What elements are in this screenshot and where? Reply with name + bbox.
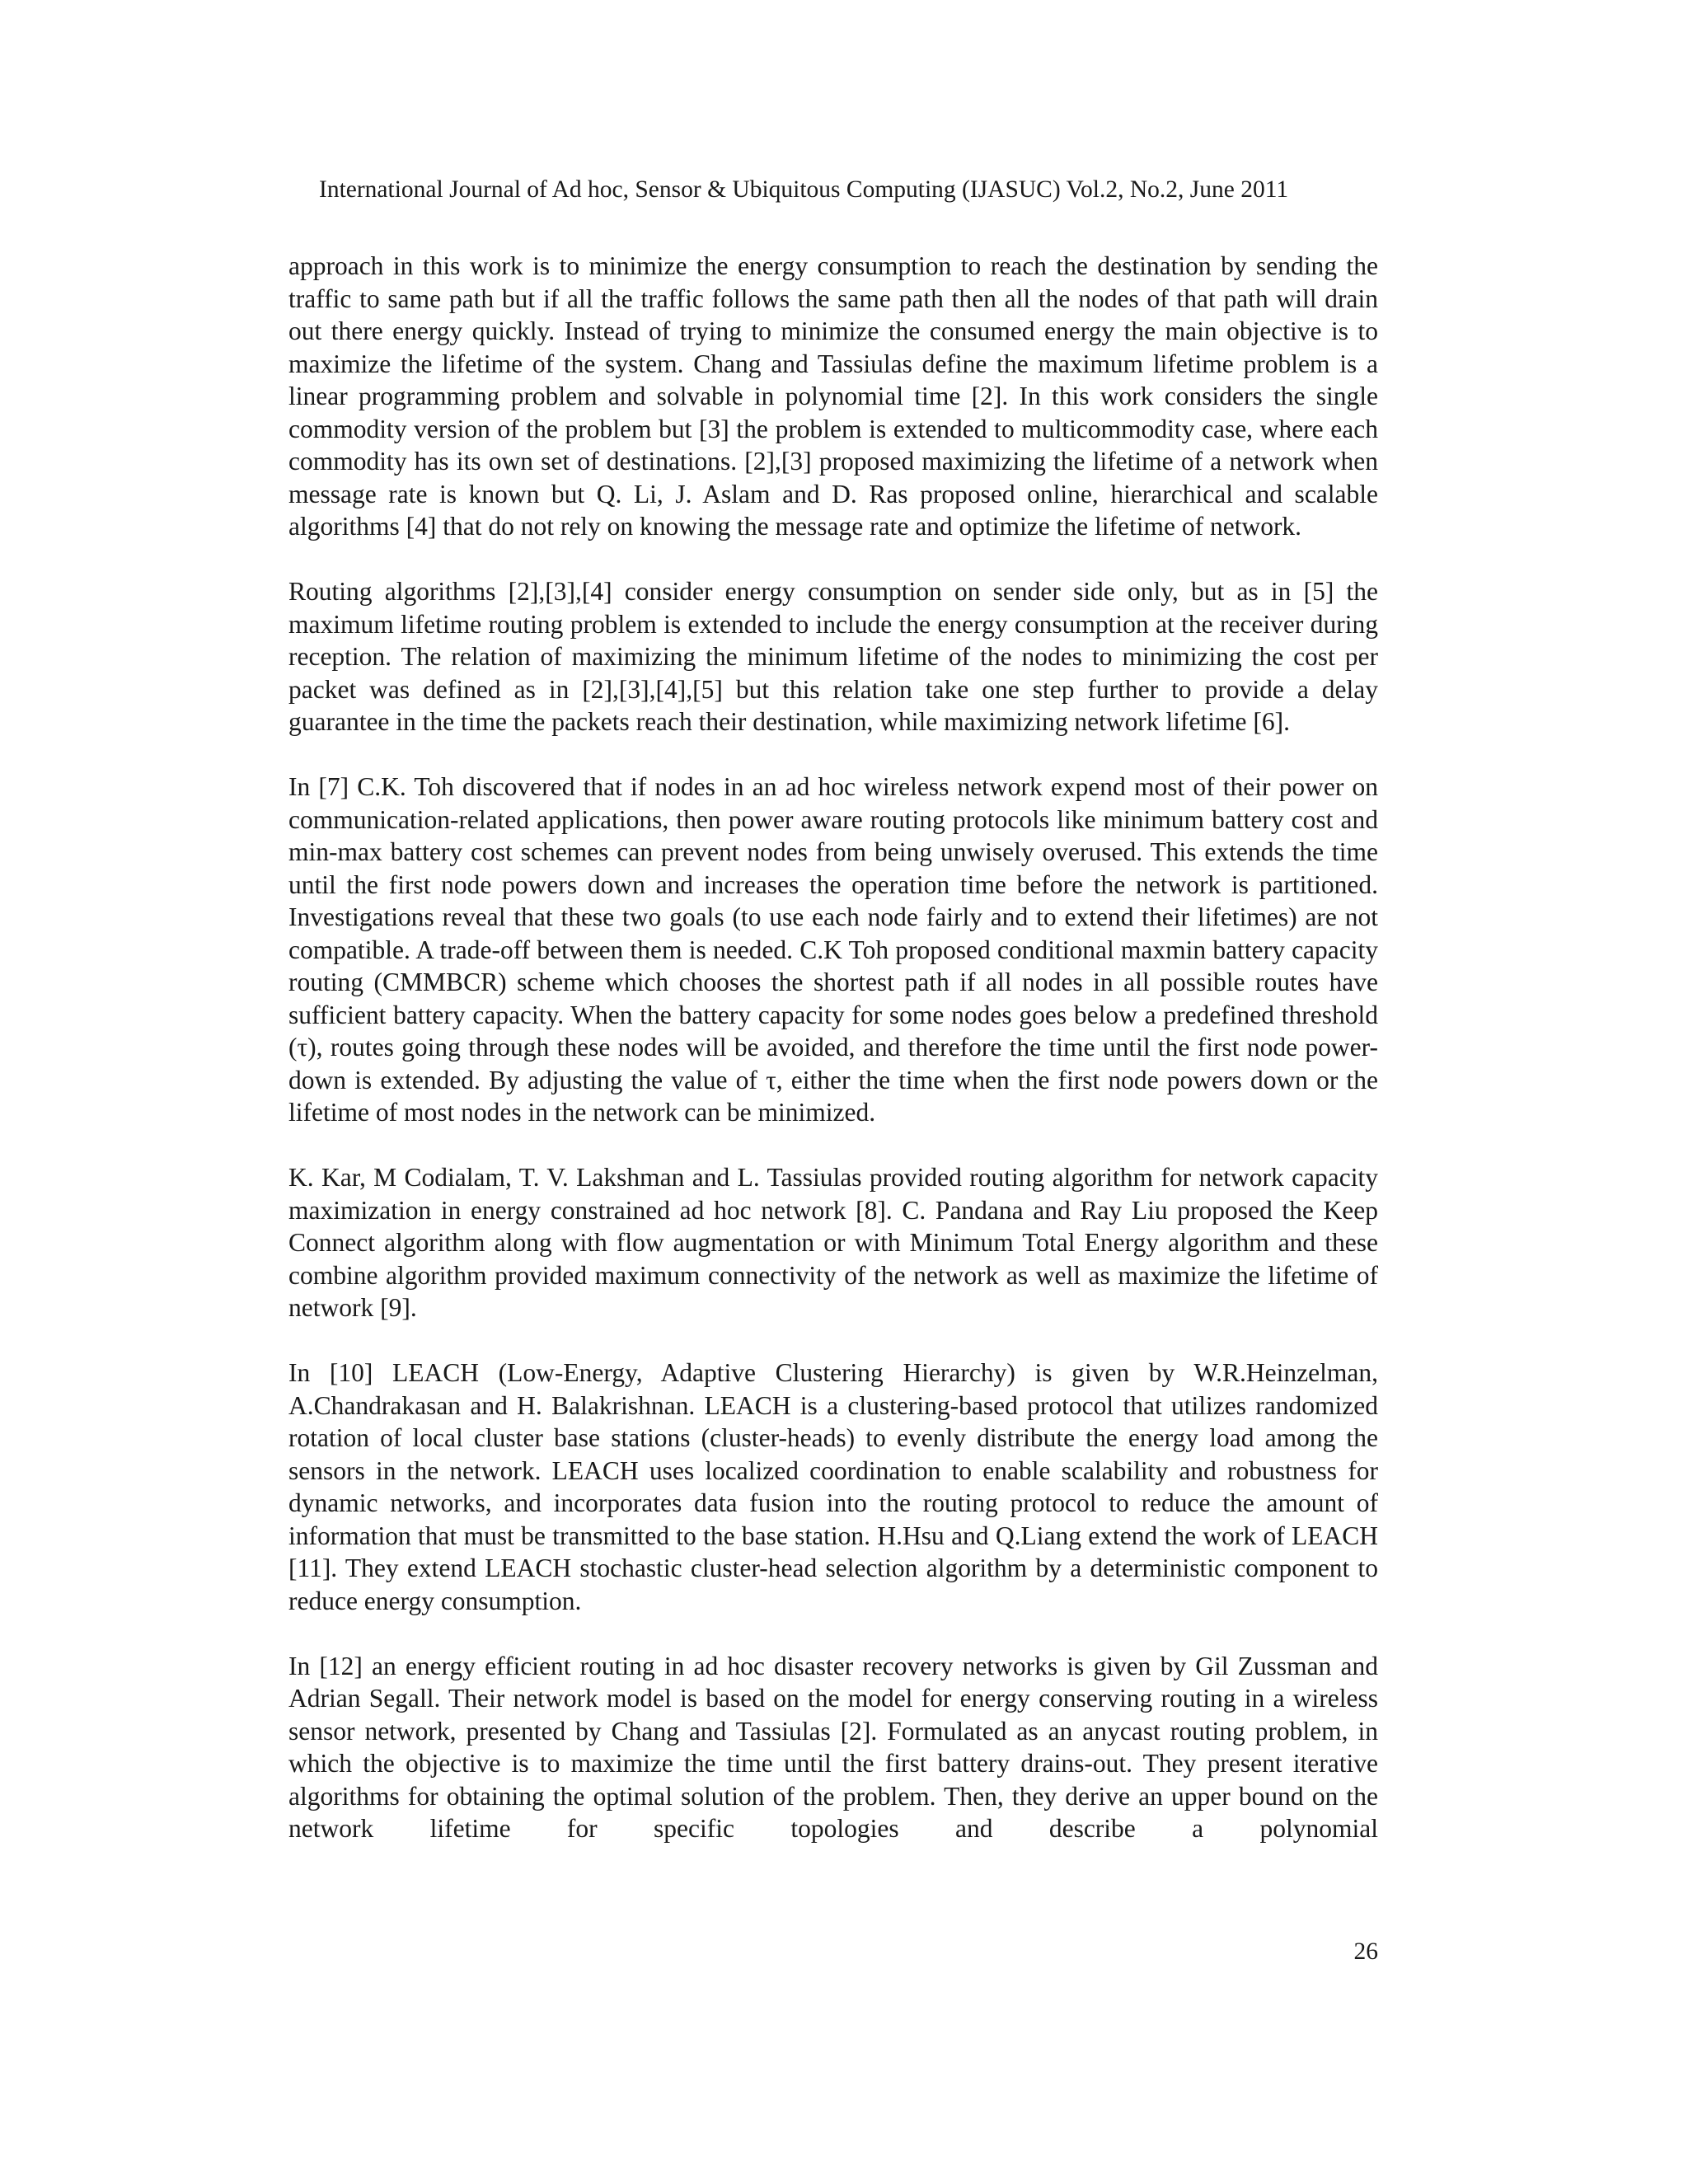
paragraph-1: approach in this work is to minimize the energy consumption to reach the destination by sending the traffic to same path but if all the traffic follows the same path then all the nodes of that path will drain out there energy quickly. Instead of trying to minimize the consumed energy the main objective is to maximize the lifetime of the system. Chang and Tassiulas define the maximum lifetime problem is a linear programming problem and solvable in polynomial time [2]. In this work considers the single commodity version of the problem but [3] the problem is extended to multicommodity case, where each commodity has its own set of destinations. [2],[3] proposed maximizing the lifetime of a network when message rate is known but Q. Li, J. Aslam and D. Ras proposed online, hierarchical and scalable algorithms [4] that do not rely on knowing the message rate and optimize the lifetime of network. [288,251,1378,541]
paragraph-4: K. Kar, M Codialam, T. V. Lakshman and L. Tassiulas provided routing algorithm for network capacity maximization in energy constrained ad hoc network [8]. C. Pandana and Ray Liu proposed the Keep Connect algorithm along with flow augmentation or with Minimum Total Energy algorithm and these combine algorithm provided maximum connectivity of the network as well as maximize the lifetime of network [9]. [288,1163,1378,1322]
paragraph-6: In [12] an energy efficient routing in ad hoc disaster recovery networks is given by Gil Zussman and Adrian Segall. Their network model is based on the model for energy conserving routing in a wireless sensor network, presented by Chang and Tassiulas [2]. Formulated as an anycast routing problem, in which the objective is to maximize the time until the first battery drains-out. They present iterative algorithms for obtaining the optimal solution of the problem. Then, they derive an upper bound on the network lifetime for specific topologies and describe a polynomial [288,1651,1378,1843]
paragraph-5: In [10] LEACH (Low-Energy, Adaptive Clustering Hierarchy) is given by W.R.Heinzelman, A.Chandrakasan and H. Balakrishnan. LEACH is a clustering-based protocol that utilizes randomized rotation of local cluster base stations (cluster-heads) to evenly distribute the energy load among the sensors in the network. LEACH uses localized coordination to enable scalability and robustness for dynamic networks, and incorporates data fusion into the routing protocol to reduce the amount of information that must be transmitted to the base station. H.Hsu and Q.Liang extend the work of LEACH [11]. They extend LEACH stochastic cluster-head selection algorithm by a deterministic component to reduce energy consumption. [288,1358,1378,1615]
running-header: International Journal of Ad hoc, Sensor & Ubiquitous Computing (IJASUC) Vol.2, No.2, June 2011 [319,176,1289,203]
paragraph-3: In [7] C.K. Toh discovered that if nodes in an ad hoc wireless network expend most of their power on communication-related applications, then power aware routing protocols like minimum battery cost and min-max battery cost schemes can prevent nodes from being unwisely overused. This extends the time until the first node powers down and increases the operation time before the network is partitioned. Investigations reveal that these two goals (to use each node fairly and to extend their lifetimes) are not compatible. A trade-off between them is needed. C.K Toh proposed conditional maxmin battery capacity routing (CMMBCR) scheme which chooses the shortest path if all nodes in all possible routes have sufficient battery capacity. When the battery capacity for some nodes goes below a predefined threshold (τ), routes going through these nodes will be avoided, and therefore the time until the first node power-down is extended. By adjusting the value of τ, either the time when the first node powers down or the lifetime of most nodes in the network can be minimized. [288,772,1378,1127]
page-number: 26 [1353,1938,1378,1965]
body-text [288,250,1378,1845]
paragraph-2: Routing algorithms [2],[3],[4] consider energy consumption on sender side only, but as in [5] the maximum lifetime routing problem is extended to include the energy consumption at the receiver during reception. The relation of maximizing the minimum lifetime of the nodes to minimizing the cost per packet was defined as in [2],[3],[4],[5] but this relation take one step further to provide a delay guarantee in the time the packets reach their destination, while maximizing network lifetime [6]. [288,577,1378,736]
